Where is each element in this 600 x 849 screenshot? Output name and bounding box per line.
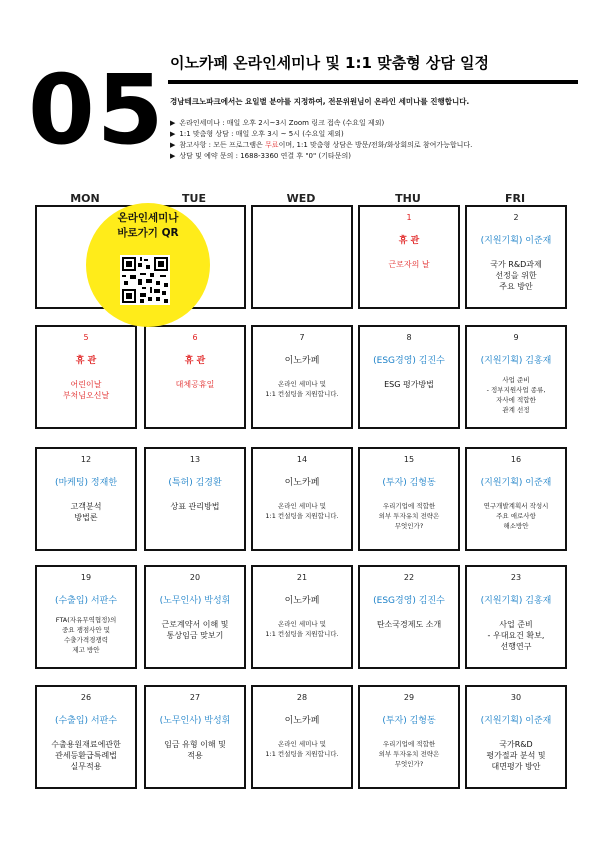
holiday-name <box>364 259 454 270</box>
session-topic <box>150 501 240 512</box>
cell-date: 2 <box>513 213 519 222</box>
cell-date: 28 <box>296 693 308 702</box>
cell-date: 23 <box>510 573 522 582</box>
arrow-icon: ▶ <box>170 130 176 138</box>
calendar-cell <box>144 447 246 551</box>
cell-date: 1 <box>406 213 412 222</box>
cell-date: 16 <box>510 455 522 464</box>
topic-line: ESG 평가방법 <box>384 380 434 389</box>
topic-line: 온라인 세미나 및 <box>277 380 327 388</box>
session-topic <box>257 619 347 639</box>
note-contact: ▶ 상담 및 예약 문의 : 1688-3360 연결 후 "0" (기타문의) <box>170 152 351 160</box>
cell-date: 13 <box>189 455 201 464</box>
qr-code-icon[interactable] <box>120 255 170 305</box>
session-speaker: (지원기획) 이준재 <box>480 716 552 726</box>
session-speaker: (지원기획) 이준재 <box>480 236 552 246</box>
calendar-cell <box>251 205 353 309</box>
topic-line: 국가 R&D과제 <box>490 260 542 269</box>
calendar-cell <box>358 565 460 669</box>
session-speaker: (수출입) 서판수 <box>54 716 118 726</box>
topic-line: 주요 애로사항 <box>496 512 536 520</box>
session-topic <box>150 619 240 641</box>
cell-date: 5 <box>83 333 89 342</box>
calendar-cell <box>251 447 353 551</box>
calendar-cell <box>144 325 246 429</box>
session-topic <box>471 739 561 772</box>
topic-line: 어린이날 <box>70 380 102 389</box>
calendar-cell <box>251 685 353 789</box>
topic-line: 1:1 컨설팅을 지원합니다. <box>265 512 339 520</box>
calendar-cell <box>251 325 353 429</box>
arrow-icon: ▶ <box>170 141 176 149</box>
session-topic <box>364 619 454 630</box>
session-topic <box>41 739 131 772</box>
topic-line: - 정부지원사업 종류, <box>486 386 546 394</box>
topic-line: 관세등환급특례법 <box>55 751 117 760</box>
calendar-cell <box>358 685 460 789</box>
cell-date: 7 <box>299 333 305 342</box>
session-topic <box>41 501 131 523</box>
session-topic <box>150 739 240 761</box>
session-speaker: 이노카페 <box>284 716 320 726</box>
topic-line: 외부 투자유치 전략은 <box>378 512 440 520</box>
topic-line: 평가절과 분석 및 <box>486 751 546 760</box>
session-topic <box>364 501 454 531</box>
topic-line: 실무적용 <box>70 762 102 771</box>
day-header-thu: THU <box>395 192 421 205</box>
title-underline <box>168 80 578 84</box>
calendar-cell <box>465 325 567 429</box>
topic-line: 무엇인가? <box>394 522 424 530</box>
session-speaker: (지원기획) 김홍재 <box>480 596 552 606</box>
calendar-cell <box>144 685 246 789</box>
cell-date: 14 <box>296 455 308 464</box>
topic-line: 주요 방안 <box>499 282 533 291</box>
cell-date: 19 <box>80 573 92 582</box>
topic-line: 통상임금 맞보기 <box>166 631 224 640</box>
topic-line: 연구개발계획서 작성시 <box>483 502 549 510</box>
topic-line: 부처님오신날 <box>62 391 110 400</box>
closed-label: 휴 관 <box>75 356 97 366</box>
note-reference: ▶ 참고사항 : 모든 프로그램은 무료이며, 1:1 맞춤형 상담은 방문/전화/화상회의로 참여가능합니다. <box>170 141 473 149</box>
cell-date: 26 <box>80 693 92 702</box>
topic-line: 수출용원재료에관한 <box>51 740 121 749</box>
session-topic <box>364 379 454 390</box>
session-speaker: (ESG경영) 김진수 <box>373 356 445 366</box>
calendar-cell <box>358 325 460 429</box>
topic-line: 온라인 세미나 및 <box>277 740 327 748</box>
topic-line: 방법론 <box>74 513 98 522</box>
session-speaker: (노무인사) 박성휘 <box>159 596 231 606</box>
topic-line: - 우대요건 확보, <box>487 631 545 640</box>
arrow-icon: ▶ <box>170 152 176 160</box>
day-header-mon: MON <box>70 192 100 205</box>
topic-line: 임금 유형 이해 및 <box>164 740 226 749</box>
session-speaker: (ESG경영) 김진수 <box>373 596 445 606</box>
session-speaker: (마케팅) 정재한 <box>54 478 118 488</box>
calendar-cell <box>358 205 460 309</box>
note-consulting: ▶ 1:1 맞춤형 상담 : 매일 오후 3시 ~ 5시 (수요일 제외) <box>170 130 344 138</box>
session-topic <box>471 501 561 531</box>
cell-date: 8 <box>406 333 412 342</box>
session-speaker: 이노카페 <box>284 478 320 488</box>
cell-date: 30 <box>510 693 522 702</box>
topic-line: 고객분석 <box>70 502 102 511</box>
session-topic <box>364 739 454 769</box>
session-topic <box>41 615 131 655</box>
qr-badge[interactable] <box>86 203 210 327</box>
topic-line: 온라인 세미나 및 <box>277 502 327 510</box>
topic-line: 국가R&D <box>499 740 533 749</box>
cell-date: 27 <box>189 693 201 702</box>
topic-line: 관계 선정 <box>502 406 530 414</box>
topic-line: 자사에 적합한 <box>496 396 536 404</box>
holiday-name <box>150 379 240 390</box>
topic-line: 1:1 컨설팅을 지원합니다. <box>265 390 339 398</box>
cell-date: 15 <box>403 455 415 464</box>
calendar-cell <box>35 685 137 789</box>
page-title: 이노카페 온라인세미나 및 1:1 맞춤형 상담 일정 <box>170 54 490 72</box>
topic-line: FTA(자유무역협정)의 <box>55 616 117 624</box>
topic-line: 근로자의 날 <box>388 260 430 269</box>
topic-line: 1:1 컨설팅을 지원합니다. <box>265 630 339 638</box>
calendar-cell <box>465 685 567 789</box>
day-header-fri: FRI <box>504 192 526 205</box>
session-speaker: (투자) 김형동 <box>382 478 436 488</box>
session-speaker: 이노카페 <box>284 356 320 366</box>
topic-line: 사업 준비 <box>499 620 533 629</box>
holiday-name <box>41 379 131 401</box>
calendar-cell <box>35 447 137 551</box>
cell-date: 21 <box>296 573 308 582</box>
topic-line: 중요 쟁점사안 및 <box>61 626 111 634</box>
topic-line: 대체공휴일 <box>175 380 215 389</box>
intro-text: 경남테크노파크에서는 요일별 분야를 지정하여, 전문위원님이 온라인 세미나를 진행합니다. <box>170 97 470 106</box>
session-topic <box>257 739 347 759</box>
note-seminar: ▶ 온라인세미나 : 매일 오후 2시~3시 Zoom 링크 접속 (수요일 제외) <box>170 119 385 127</box>
calendar-cell <box>35 325 137 429</box>
calendar-cell <box>144 565 246 669</box>
session-speaker: (특허) 김경환 <box>168 478 222 488</box>
topic-line: 외부 투자유치 전략은 <box>378 750 440 758</box>
topic-line: 해소방안 <box>503 522 529 530</box>
topic-line: 근로계약서 이해 및 <box>161 620 229 629</box>
calendar-cell <box>465 447 567 551</box>
topic-line: 대면평가 방안 <box>491 762 541 771</box>
topic-line: 탄소국경제도 소개 <box>376 620 442 629</box>
session-speaker: (지원기획) 이준재 <box>480 478 552 488</box>
qr-title: 온라인세미나 바로가기 QR <box>117 212 179 239</box>
topic-line: 1:1 컨설팅을 지원합니다. <box>265 750 339 758</box>
session-topic <box>471 375 561 415</box>
topic-line: 선정을 위한 <box>495 271 537 280</box>
topic-line: 우리기업에 적합한 <box>382 502 436 510</box>
day-header-wed: WED <box>286 192 316 205</box>
session-speaker: (노무인사) 박성휘 <box>159 716 231 726</box>
cell-date: 12 <box>80 455 92 464</box>
calendar-cell <box>465 565 567 669</box>
cell-date: 22 <box>403 573 415 582</box>
topic-line: 선행연구 <box>500 642 532 651</box>
session-topic <box>257 501 347 521</box>
closed-label: 휴 관 <box>184 356 206 366</box>
session-speaker: 이노카페 <box>284 596 320 606</box>
closed-label: 휴 관 <box>398 236 420 246</box>
day-header-tue: TUE <box>182 192 206 205</box>
cell-date: 6 <box>192 333 198 342</box>
topic-line: 수출가격경쟁력 <box>64 636 108 644</box>
topic-line: 무엇인가? <box>394 760 424 768</box>
session-speaker: (투자) 김형동 <box>382 716 436 726</box>
topic-line: 제고 방안 <box>72 646 100 654</box>
arrow-icon: ▶ <box>170 119 176 127</box>
topic-line: 사업 준비 <box>502 376 530 384</box>
session-topic <box>257 379 347 399</box>
calendar-cell <box>35 565 137 669</box>
topic-line: 상표 관리방법 <box>170 502 220 511</box>
topic-line: 온라인 세미나 및 <box>277 620 327 628</box>
topic-line: 적용 <box>187 751 203 760</box>
calendar-cell <box>465 205 567 309</box>
cell-date: 29 <box>403 693 415 702</box>
session-topic <box>471 259 561 292</box>
cell-date: 20 <box>189 573 201 582</box>
topic-line: 우리기업에 적합한 <box>382 740 436 748</box>
session-speaker: (수출입) 서판수 <box>54 596 118 606</box>
cell-date: 9 <box>513 333 519 342</box>
calendar-cell <box>251 565 353 669</box>
calendar-cell <box>358 447 460 551</box>
session-topic <box>471 619 561 652</box>
month-number: 05 <box>28 54 166 166</box>
session-speaker: (지원기획) 김홍재 <box>480 356 552 366</box>
free-highlight: 무료 <box>265 141 279 149</box>
notes-list <box>170 118 472 162</box>
